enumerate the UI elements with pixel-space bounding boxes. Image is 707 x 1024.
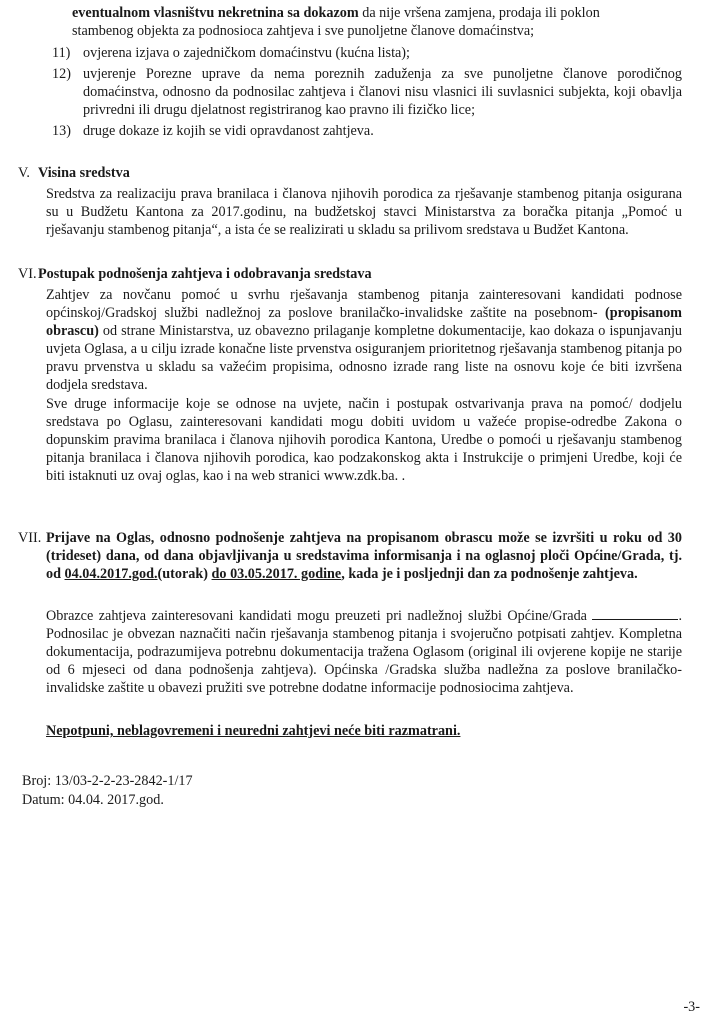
reference-date: Datum: 04.04. 2017.god. bbox=[22, 792, 164, 808]
section-7-heading bbox=[18, 529, 682, 601]
top-line2: stambenog objekta za podnosioca zahtjeva i sve punoljetne članove domaćinstva; bbox=[72, 23, 535, 39]
end-date: do 03.05.2017. godine bbox=[211, 566, 342, 582]
section-6-paragraph-2: Sve druge informacije koje se odnose na uvjete, način i postupak ostvarivanja prava na pomoć/ dodjelu sredstava po Oglasu, zainteresovani kandidati mogu dobiti uvidom u važeće propise-odredbe Zakona o dopunskim pravima branilaca i članova njihovih porodica Kantona, Uredbe o pomoći u rješavanju stambenog pitanja branilaca i članova njihovih porodica, kao podzakonskog akta i Instrukcije o primjeni Uredbe, koji će biti istaknuti uz ovaj oglas, kao i na web stranici www.zdk.ba. . bbox=[46, 396, 682, 484]
section-title: Prijave na Oglas, odnosno podnošenje zahtjeva na propisanom obrascu može se izvršiti u roku od 30 (trideset) dana, od dana objavljivanja u sredstavima informisanja i na oglasnoj ploči Općine/Grada, tj. od 04.04.2017.god.(utorak) do 03.05.2017. godine, kada je i posljednji dan za podnošenje zahtjeva. bbox=[46, 530, 682, 582]
list-item-11 bbox=[52, 44, 682, 62]
section-6-heading bbox=[18, 265, 678, 283]
section-title: Visina sredstva bbox=[38, 165, 130, 181]
section-numeral: V. bbox=[18, 165, 30, 181]
start-date: 04.04.2017.god. bbox=[64, 566, 158, 582]
section-5-body: Sredstva za realizaciju prava branilaca i članova njihovih porodica za rješavanje stambenog pitanja osigurana su u Budžetu Kantona za 2017.godinu, na budžetskoj stavci Ministarstva za boračka pitanja „Pomoć u rješavanju stambenog pitanja“, a ista će se realizirati u skladu sa prilivom sredstava u Budžet Kantona. bbox=[46, 186, 682, 238]
list-item-text: uvjerenje Porezne uprave da nema poreznih zaduženja za sve punoljetne članove porodičnog domaćinstva, odnosno da podnosilac zahtjeva i članovi nisu vlasnici ili suvlasnici subjekta, koji obavlja privredni ili drugu djelatnost registriranog kao pravno ili fizičko lice; bbox=[83, 66, 682, 118]
blank-fill-line bbox=[592, 607, 678, 620]
top-rest-text: da nije vršena zamjena, prodaja ili poklon bbox=[358, 5, 600, 21]
section-5-heading bbox=[18, 164, 678, 182]
list-item-number: 13) bbox=[52, 123, 71, 139]
section-title: Postupak podnošenja zahtjeva i odobravanja sredstava bbox=[38, 266, 372, 282]
list-item-12 bbox=[52, 65, 682, 119]
section-numeral: VII. bbox=[18, 530, 42, 546]
bold-phrase: (propisanom obrascu) bbox=[46, 305, 682, 339]
section-7-notice: Nepotpuni, neblagovremeni i neuredni zahtjevi neće biti razmatrani. bbox=[46, 723, 461, 739]
list-item-text: druge dokaze iz kojih se vidi opravdanost zahtjeva. bbox=[83, 123, 374, 139]
section-numeral: VI. bbox=[18, 266, 37, 282]
list-item-number: 12) bbox=[52, 66, 71, 82]
top-continuation bbox=[72, 4, 682, 40]
page-number: -3- bbox=[683, 999, 700, 1015]
section-6-paragraph-1: Zahtjev za novčanu pomoć u svrhu rješavanja stambenog pitanja zainteresovani kandidati podnose općinskoj/Gradskoj službi nadležnoj za poslove branilačko-invalidske zaštite na posebnom- (propisanom obrascu) od strane Ministarstva, uz obavezno prilaganje kompletne dokumentacije, kao dokaza o ispunjavanju uvjeta Oglasa, a u cilju izrade konačne liste prvenstva osiguranjem prioritetnog rješavanja stambenog pitanja po pravu prvenstva u skladu sa važećim propisima, odnosno izrade rang liste na osnovu koje će biti izvršena dodjela sredstava. bbox=[46, 287, 682, 393]
list-item-13 bbox=[52, 122, 682, 140]
section-7-paragraph-1: Obrazce zahtjeva zainteresovani kandidati mogu preuzeti pri nadležnoj službi Općine/Grada . Podnosilac je obvezan naznačiti način rješavanja stambenog pitanja i svojeručno potpisati zahtjev. Kompletna dokumentacija, podrazumijeva potrebnu dokumentacija tražena Oglasom (original ili ovjerene kopije ne starije od 6 mjeseci od dana podnošenja zahtjeva). Općinska /Gradska služba nadležna za poslove branilačko-invalidske zaštite u obavezi pružiti sve potrebne dodatne informacije podnosiocima zahtjeva. bbox=[46, 608, 682, 696]
reference-number: Broj: 13/03-2-2-23-2842-1/17 bbox=[22, 773, 193, 789]
list-item-number: 11) bbox=[52, 45, 71, 61]
list-item-text: ovjerena izjava o zajedničkom domaćinstvu (kućna lista); bbox=[83, 45, 410, 61]
top-bold-text: eventualnom vlasništvu nekretnina sa dokazom bbox=[72, 5, 359, 21]
